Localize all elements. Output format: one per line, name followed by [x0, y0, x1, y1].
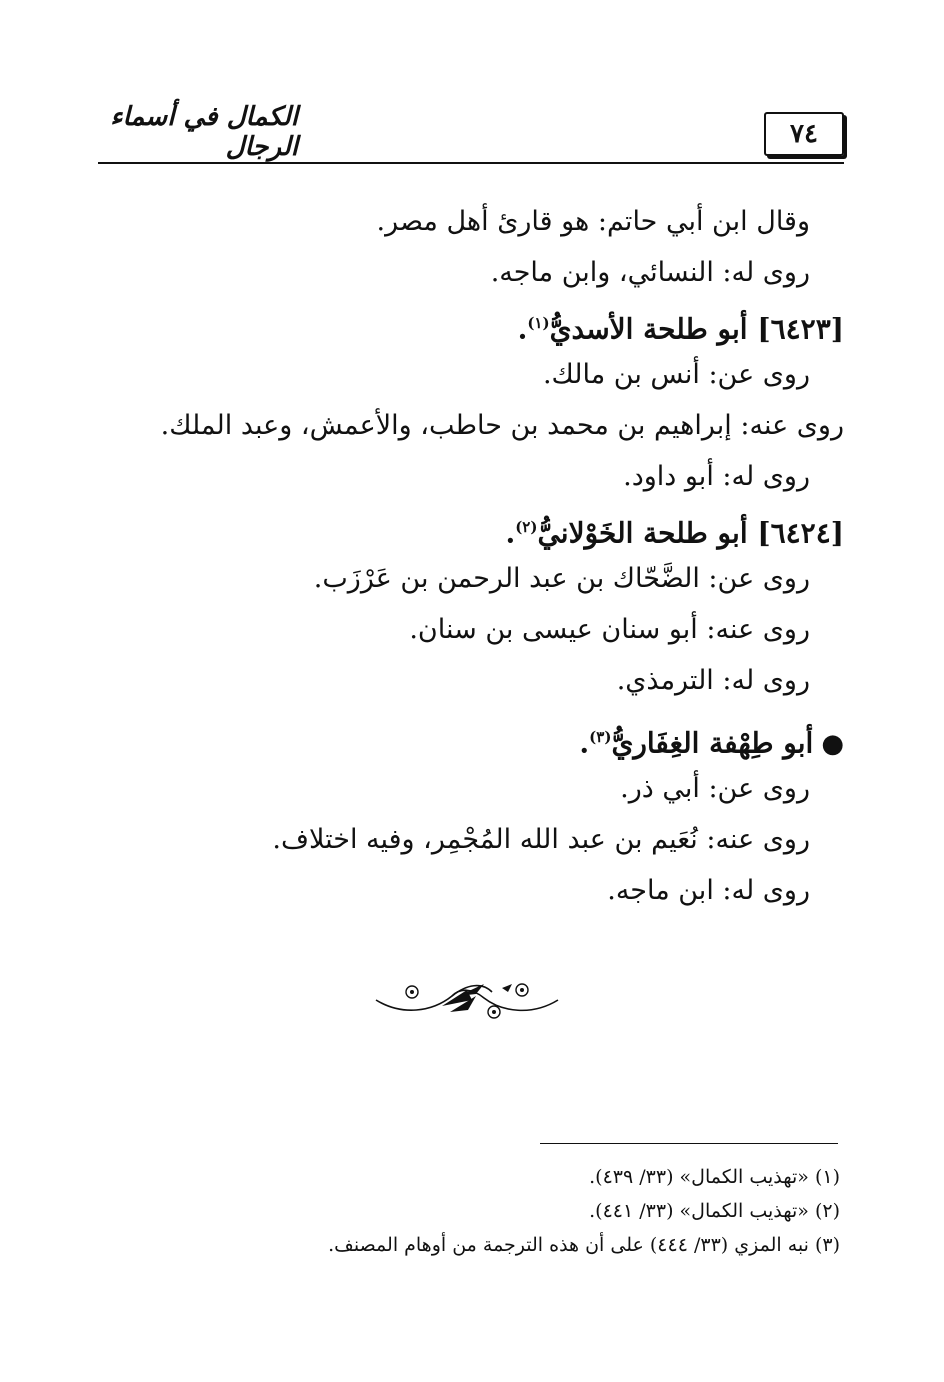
heading-end: . [505, 516, 516, 550]
text-line: روى عنه: نُعَيم بن عبد الله المُجْمِر، وفيه اختلاف. [272, 824, 810, 855]
page-number: ٧٤ [764, 112, 844, 156]
entry-title: أبو طِهْفة الغِفَاريُّ [611, 726, 814, 760]
main-text [98, 196, 844, 916]
floral-divider-icon [372, 966, 562, 1026]
text-line: روى عن: أبي ذر. [620, 773, 810, 804]
heading-end: . [579, 726, 590, 760]
footnote-rule [540, 1143, 838, 1144]
text-line: روى عن: الضَّحّاك بن عبد الرحمن بن عَرْزَب. [313, 563, 810, 594]
entry-heading-6424 [98, 502, 844, 553]
footnote-1: (١) «تهذيب الكمال» (٣٣/ ٤٣٩). [589, 1166, 840, 1188]
text-line: روى عنه: إبراهيم بن محمد بن حاطب، والأعمش، وعبد الملك. [160, 410, 844, 441]
text-line: روى عن: أنس بن مالك. [542, 359, 810, 390]
text-line: روى عنه: أبو سنان عيسى بن سنان. [409, 614, 810, 645]
footnote-ref[interactable]: (١) [527, 314, 550, 332]
footnote-ref[interactable]: (٢) [515, 518, 538, 536]
text-line: وقال ابن أبي حاتم: هو قارئ أهل مصر. [376, 206, 810, 237]
entry-title: [٦٤٢٣] أبو طلحة الأسديُّ [549, 312, 844, 346]
text-line: روى له: أبو داود. [623, 461, 810, 492]
page-header [98, 100, 844, 162]
entry-title: [٦٤٢٤] أبو طلحة الخَوْلانيُّ [537, 516, 844, 550]
footnote-2: (٢) «تهذيب الكمال» (٣٣/ ٤٤١). [589, 1200, 840, 1222]
entry-heading-bullet [98, 712, 844, 763]
footnotes [240, 1160, 840, 1262]
heading-end: . [517, 312, 528, 346]
header-rule [98, 162, 844, 164]
entry-heading-6423 [98, 298, 844, 349]
text-line: روى له: النسائي، وابن ماجه. [490, 257, 810, 288]
footnote-3: (٣) نبه المزي (٣٣/ ٤٤٤) على أن هذه الترجمة من أوهام المصنف. [328, 1234, 840, 1256]
text-line: روى له: الترمذي. [616, 665, 810, 696]
book-title: الكمال في أسماء الرجال [110, 102, 298, 162]
bullet-icon: ● [821, 729, 844, 760]
text-line: روى له: ابن ماجه. [607, 875, 810, 906]
footnote-ref[interactable]: (٣) [589, 728, 612, 746]
